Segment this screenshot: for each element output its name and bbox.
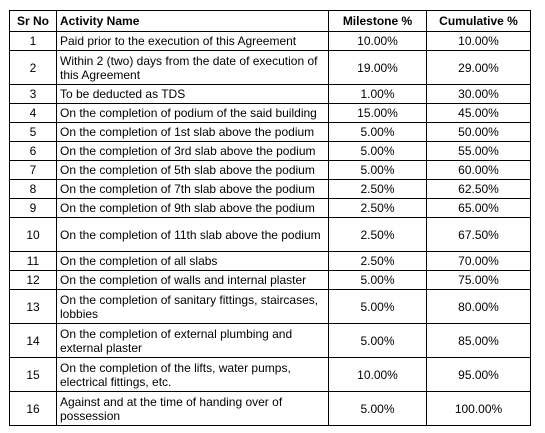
cell-activity: On the completion of 9th slab above the podium bbox=[57, 199, 329, 218]
table-row bbox=[10, 32, 531, 51]
cell-activity: On the completion of 7th slab above the podium bbox=[57, 180, 329, 199]
cell-milestone: 2.50% bbox=[329, 180, 427, 199]
cell-sr-no: 11 bbox=[10, 252, 57, 271]
cell-activity: Within 2 (two) days from the date of execution of this Agreement bbox=[57, 51, 329, 85]
cell-cumulative: 29.00% bbox=[427, 51, 531, 85]
cell-sr-no: 7 bbox=[10, 161, 57, 180]
cell-milestone: 19.00% bbox=[329, 51, 427, 85]
table-row bbox=[10, 252, 531, 271]
table-row bbox=[10, 290, 531, 324]
cell-activity: On the completion of 11th slab above the podium bbox=[57, 218, 329, 252]
table-row bbox=[10, 142, 531, 161]
cell-sr-no: 1 bbox=[10, 32, 57, 51]
cell-cumulative: 55.00% bbox=[427, 142, 531, 161]
cell-cumulative: 45.00% bbox=[427, 104, 531, 123]
cell-sr-no: 16 bbox=[10, 392, 57, 426]
header-sr-no: Sr No bbox=[10, 11, 57, 32]
table-row bbox=[10, 324, 531, 358]
cell-sr-no: 9 bbox=[10, 199, 57, 218]
payment-schedule-table bbox=[9, 10, 531, 426]
cell-activity: On the completion of external plumbing and external plaster bbox=[57, 324, 329, 358]
header-activity-name: Activity Name bbox=[57, 11, 329, 32]
cell-cumulative: 95.00% bbox=[427, 358, 531, 392]
header-cumulative: Cumulative % bbox=[427, 11, 531, 32]
cell-activity: On the completion of 5th slab above the podium bbox=[57, 161, 329, 180]
cell-milestone: 5.00% bbox=[329, 392, 427, 426]
cell-milestone: 10.00% bbox=[329, 358, 427, 392]
cell-cumulative: 80.00% bbox=[427, 290, 531, 324]
cell-sr-no: 10 bbox=[10, 218, 57, 252]
cell-activity: Paid prior to the execution of this Agreement bbox=[57, 32, 329, 51]
cell-cumulative: 60.00% bbox=[427, 161, 531, 180]
table-row bbox=[10, 271, 531, 290]
cell-cumulative: 62.50% bbox=[427, 180, 531, 199]
table-row bbox=[10, 104, 531, 123]
table-header-row bbox=[10, 11, 531, 32]
table-row bbox=[10, 358, 531, 392]
cell-cumulative: 30.00% bbox=[427, 85, 531, 104]
cell-milestone: 15.00% bbox=[329, 104, 427, 123]
table-row bbox=[10, 123, 531, 142]
cell-activity: On the completion of 3rd slab above the podium bbox=[57, 142, 329, 161]
table-row bbox=[10, 218, 531, 252]
table-row bbox=[10, 85, 531, 104]
cell-activity: On the completion of sanitary fittings, staircases, lobbies bbox=[57, 290, 329, 324]
table-row bbox=[10, 392, 531, 426]
cell-sr-no: 15 bbox=[10, 358, 57, 392]
table-row bbox=[10, 199, 531, 218]
cell-milestone: 5.00% bbox=[329, 324, 427, 358]
cell-milestone: 2.50% bbox=[329, 252, 427, 271]
cell-milestone: 1.00% bbox=[329, 85, 427, 104]
cell-sr-no: 12 bbox=[10, 271, 57, 290]
cell-sr-no: 6 bbox=[10, 142, 57, 161]
cell-cumulative: 85.00% bbox=[427, 324, 531, 358]
cell-milestone: 5.00% bbox=[329, 161, 427, 180]
cell-cumulative: 70.00% bbox=[427, 252, 531, 271]
cell-activity: On the completion of all slabs bbox=[57, 252, 329, 271]
cell-milestone: 10.00% bbox=[329, 32, 427, 51]
cell-milestone: 2.50% bbox=[329, 218, 427, 252]
cell-cumulative: 67.50% bbox=[427, 218, 531, 252]
cell-sr-no: 2 bbox=[10, 51, 57, 85]
cell-sr-no: 4 bbox=[10, 104, 57, 123]
cell-sr-no: 13 bbox=[10, 290, 57, 324]
header-milestone: Milestone % bbox=[329, 11, 427, 32]
table-row bbox=[10, 51, 531, 85]
table-row bbox=[10, 180, 531, 199]
cell-milestone: 2.50% bbox=[329, 199, 427, 218]
cell-milestone: 5.00% bbox=[329, 271, 427, 290]
cell-cumulative: 75.00% bbox=[427, 271, 531, 290]
cell-sr-no: 14 bbox=[10, 324, 57, 358]
cell-cumulative: 100.00% bbox=[427, 392, 531, 426]
cell-sr-no: 3 bbox=[10, 85, 57, 104]
cell-milestone: 5.00% bbox=[329, 123, 427, 142]
cell-activity: Against and at the time of handing over of possession bbox=[57, 392, 329, 426]
table-row bbox=[10, 161, 531, 180]
cell-cumulative: 65.00% bbox=[427, 199, 531, 218]
cell-activity: On the completion of 1st slab above the podium bbox=[57, 123, 329, 142]
cell-activity: On the completion of walls and internal plaster bbox=[57, 271, 329, 290]
payment-schedule bbox=[9, 10, 531, 426]
cell-milestone: 5.00% bbox=[329, 290, 427, 324]
cell-activity: On the completion of podium of the said building bbox=[57, 104, 329, 123]
cell-sr-no: 8 bbox=[10, 180, 57, 199]
cell-activity: On the completion of the lifts, water pumps, electrical fittings, etc. bbox=[57, 358, 329, 392]
cell-activity: To be deducted as TDS bbox=[57, 85, 329, 104]
cell-sr-no: 5 bbox=[10, 123, 57, 142]
cell-cumulative: 10.00% bbox=[427, 32, 531, 51]
cell-milestone: 5.00% bbox=[329, 142, 427, 161]
cell-cumulative: 50.00% bbox=[427, 123, 531, 142]
